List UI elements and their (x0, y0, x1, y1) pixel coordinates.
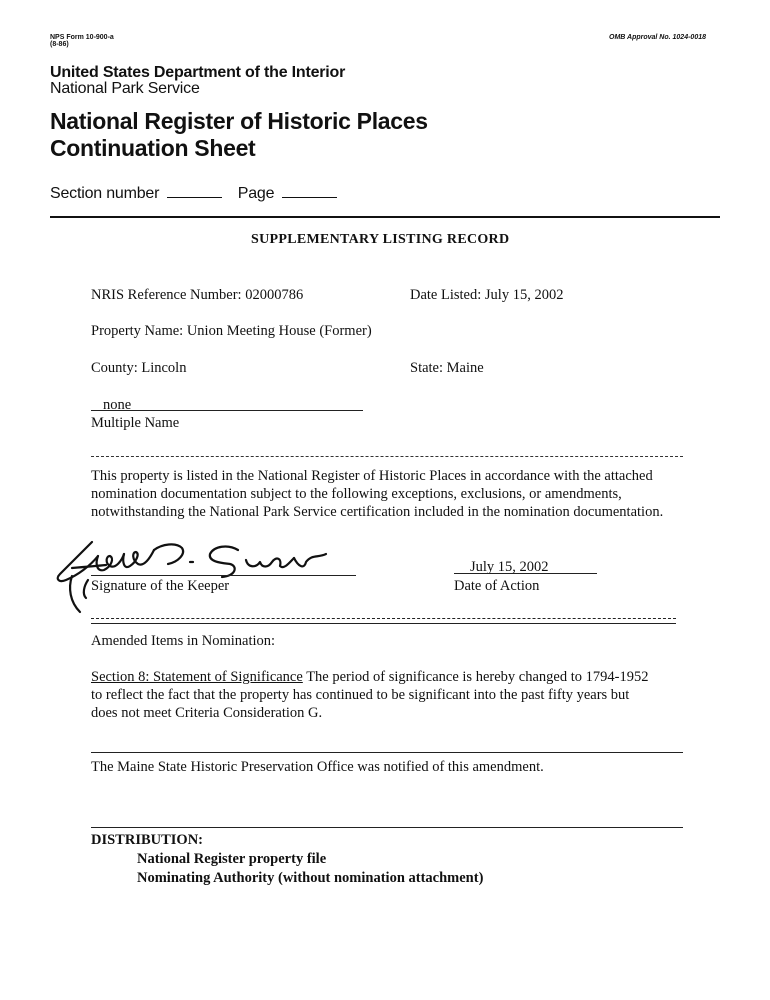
page-label: Page (237, 185, 275, 202)
date-listed: Date Listed: July 15, 2002 (410, 287, 564, 303)
amendment-text-1: The period of significance is hereby changed to 1794-1952 (306, 669, 649, 685)
county: County: Lincoln (91, 360, 187, 376)
amendment-section-title: Section 8: Statement of Significance (91, 669, 303, 685)
multiple-name-label: Multiple Name (91, 415, 180, 431)
department-name: United States Department of the Interior (50, 64, 346, 81)
omb-approval: OMB Approval No. 1024-0018 (609, 34, 706, 41)
section-number-label: Section number (50, 185, 160, 202)
distribution-item: Nominating Authority (without nomination attachment) (137, 870, 484, 886)
form-subtitle: Continuation Sheet (50, 135, 256, 161)
nris-reference: NRIS Reference Number: 02000786 (91, 287, 304, 303)
action-date-label: Date of Action (454, 578, 540, 594)
form-date: (8-86) (50, 41, 69, 48)
amendment-line-1 (91, 668, 648, 686)
double-rule-top (91, 618, 676, 619)
form-title: National Register of Historic Places (50, 108, 428, 134)
action-date-line (454, 573, 597, 574)
multiple-name-line (91, 410, 363, 411)
section-number-field (50, 185, 337, 203)
action-date: July 15, 2002 (470, 559, 549, 575)
form-number: NPS Form 10-900-a (50, 34, 114, 41)
multiple-name-value: none (103, 397, 132, 413)
signature-label: Signature of the Keeper (91, 578, 230, 594)
amended-items-heading: Amended Items in Nomination: (91, 633, 276, 649)
page-blank (282, 185, 337, 198)
record-heading: SUPPLEMENTARY LISTING RECORD (251, 232, 510, 247)
distribution-heading: DISTRIBUTION: (91, 832, 203, 848)
agency-name: National Park Service (50, 80, 200, 97)
signature-line (91, 575, 356, 576)
dashed-separator (91, 456, 683, 457)
header-rule (50, 216, 720, 218)
amendment-text-3: does not meet Criteria Consideration G. (91, 705, 323, 721)
state: State: Maine (410, 360, 484, 376)
amendment-text-2: to reflect the fact that the property has continued to be significant into the past fifty years but (91, 687, 630, 703)
distribution-item: National Register property file (137, 851, 327, 867)
distribution-rule (91, 827, 683, 828)
certification-statement: This property is listed in the National Register of Historic Places in accordance with the attached nomination documentation subject to the following exceptions, exclusions, or amendments, notwithstanding the National Park Service certification included in the nomination documentation. (91, 468, 664, 520)
section-number-blank (167, 185, 222, 198)
shpo-notification: The Maine State Historic Preservation Office was notified of this amendment. (91, 759, 544, 775)
property-name: Property Name: Union Meeting House (Former) (91, 323, 372, 339)
double-rule-bottom (91, 623, 676, 624)
notification-rule (91, 752, 683, 753)
